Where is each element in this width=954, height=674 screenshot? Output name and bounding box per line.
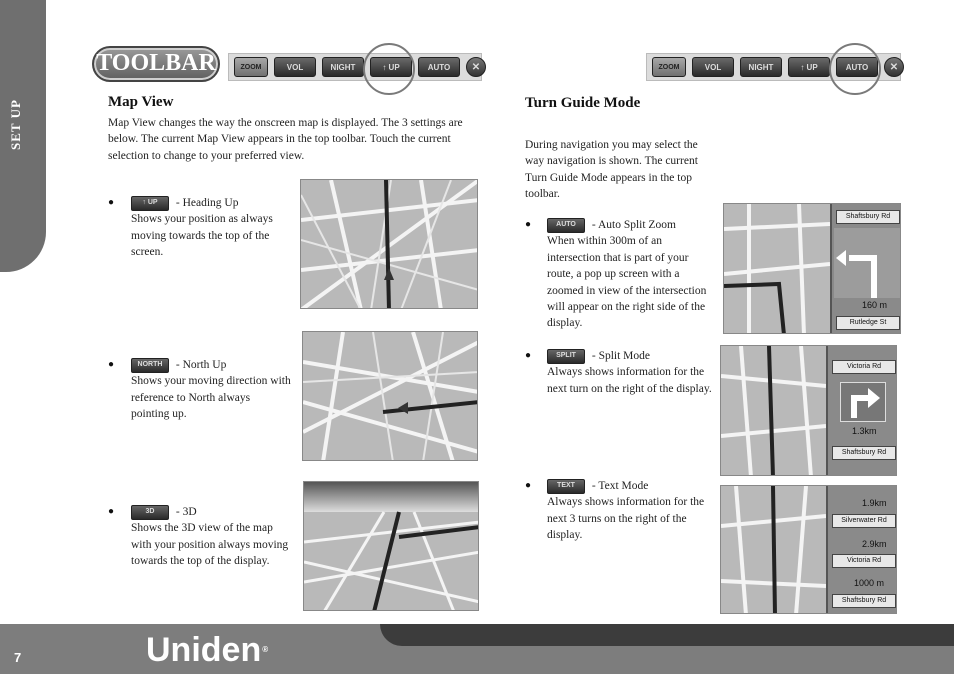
heading-up-map-screenshot — [300, 179, 478, 309]
map-graphic — [724, 204, 830, 334]
street-label: Shaftsbury Rd — [836, 210, 900, 224]
map-graphic — [303, 332, 478, 461]
next-turns-panel — [826, 486, 897, 613]
split-mode-screenshot — [720, 345, 897, 476]
item-title: - Split Mode — [589, 350, 651, 362]
night-button[interactable]: NIGHT — [740, 57, 782, 77]
registered-mark: ® — [262, 645, 269, 654]
close-icon[interactable]: ✕ — [466, 57, 486, 77]
bullet-icon: ● — [108, 359, 115, 370]
zoom-panel — [830, 204, 901, 333]
footer-accent-bar — [380, 624, 954, 646]
bullet-icon: ● — [108, 506, 115, 517]
bullet-icon: ● — [525, 350, 532, 361]
3d-map-screenshot — [303, 481, 479, 611]
street-label: Rutledge St — [836, 316, 900, 330]
item-description: Shows your position as always moving towards the top of the screen. — [131, 213, 273, 259]
auto-split-zoom-screenshot — [723, 203, 901, 334]
item-description: Shows your moving direction with reference to North always pointing up. — [131, 375, 291, 421]
map-view-item-north-up — [131, 357, 291, 423]
item-title: - North Up — [173, 359, 227, 371]
volume-button[interactable]: VOL — [274, 57, 316, 77]
zoom-button[interactable]: ZOOM — [652, 57, 686, 77]
bullet-icon: ● — [525, 480, 532, 491]
heading-up-button[interactable]: ↑ UP — [370, 57, 412, 77]
turn-guide-item-split — [547, 348, 713, 397]
turn-guide-item-auto — [547, 217, 713, 332]
item-description: When within 300m of an intersection that is part of your route, a pop up screen with a zoomed in view of the intersection will appear on the right side of the display. — [547, 235, 707, 330]
street-label: Silverwater Rd — [832, 514, 896, 528]
turn-right-arrow-icon — [840, 382, 886, 422]
toolbar-strip-left — [228, 53, 482, 81]
section-tab — [0, 0, 46, 272]
turn-arrow-icon — [834, 228, 901, 298]
map-graphic — [721, 486, 826, 614]
north-up-button[interactable]: NORTH — [131, 358, 169, 373]
distance-readout: 2.9km — [862, 539, 887, 549]
street-label: Shaftsbury Rd — [832, 446, 896, 460]
page-number: 7 — [14, 650, 22, 665]
heading-up-button[interactable]: ↑ UP — [788, 57, 830, 77]
map-graphic — [721, 346, 826, 476]
night-button[interactable]: NIGHT — [322, 57, 364, 77]
item-description: Shows the 3D view of the map with your position always moving towards the top of the display. — [131, 522, 289, 568]
map-graphic — [304, 482, 479, 611]
distance-readout: 160 m — [862, 300, 888, 310]
map-view-highlight-ring — [363, 43, 415, 95]
auto-button[interactable]: AUTO — [418, 57, 460, 77]
distance-readout: 1.3km — [852, 426, 877, 436]
auto-button[interactable]: AUTO — [547, 218, 585, 233]
3d-button[interactable]: 3D — [131, 505, 169, 520]
item-description: Always shows information for the next turn on the right of the display. — [547, 366, 712, 395]
turn-guide-item-text — [547, 478, 713, 544]
heading-up-button[interactable]: ↑ UP — [131, 196, 169, 211]
text-button[interactable]: TEXT — [547, 479, 585, 494]
uniden-logo — [146, 633, 268, 667]
auto-button[interactable]: AUTO — [836, 57, 878, 77]
distance-readout: 1000 m — [854, 578, 885, 588]
volume-button[interactable]: VOL — [692, 57, 734, 77]
next-turn-panel — [826, 346, 897, 475]
map-view-item-3d — [131, 504, 291, 570]
section-tab-label: SET UP — [8, 99, 23, 150]
item-description: Always shows information for the next 3 turns on the right of the display. — [547, 496, 705, 542]
map-view-heading: Map View — [108, 94, 174, 110]
text-mode-screenshot — [720, 485, 897, 614]
split-button[interactable]: SPLIT — [547, 349, 585, 364]
turn-guide-heading: Turn Guide Mode — [525, 95, 641, 111]
bullet-icon: ● — [108, 197, 115, 208]
toolbar-title: TOOLBAR — [92, 46, 220, 82]
distance-readout: 1.9km — [862, 498, 887, 508]
item-title: - 3D — [173, 506, 197, 518]
zoom-button[interactable]: ZOOM — [234, 57, 268, 77]
item-title: - Auto Split Zoom — [589, 219, 676, 231]
map-view-intro: Map View changes the way the onscreen map is displayed. The 3 settings are below. The current Map View appears in the top toolbar. Touch the current selection to change to your preferred view. — [108, 117, 463, 162]
bullet-icon: ● — [525, 219, 532, 230]
item-title: - Heading Up — [173, 197, 239, 209]
map-view-item-heading-up — [131, 195, 291, 261]
item-title: - Text Mode — [589, 480, 649, 492]
street-label: Shaftsbury Rd — [832, 594, 896, 608]
close-icon[interactable]: ✕ — [884, 57, 904, 77]
north-up-map-screenshot — [302, 331, 478, 461]
turn-guide-highlight-ring — [829, 43, 881, 95]
street-label: Victoria Rd — [832, 554, 896, 568]
street-label: Victoria Rd — [832, 360, 896, 374]
turn-guide-intro: During navigation you may select the way navigation is shown. The current Turn Guide Mode appears in the top toolbar. — [525, 139, 698, 201]
map-graphic — [301, 180, 478, 309]
brand-name: Uniden — [146, 631, 262, 669]
